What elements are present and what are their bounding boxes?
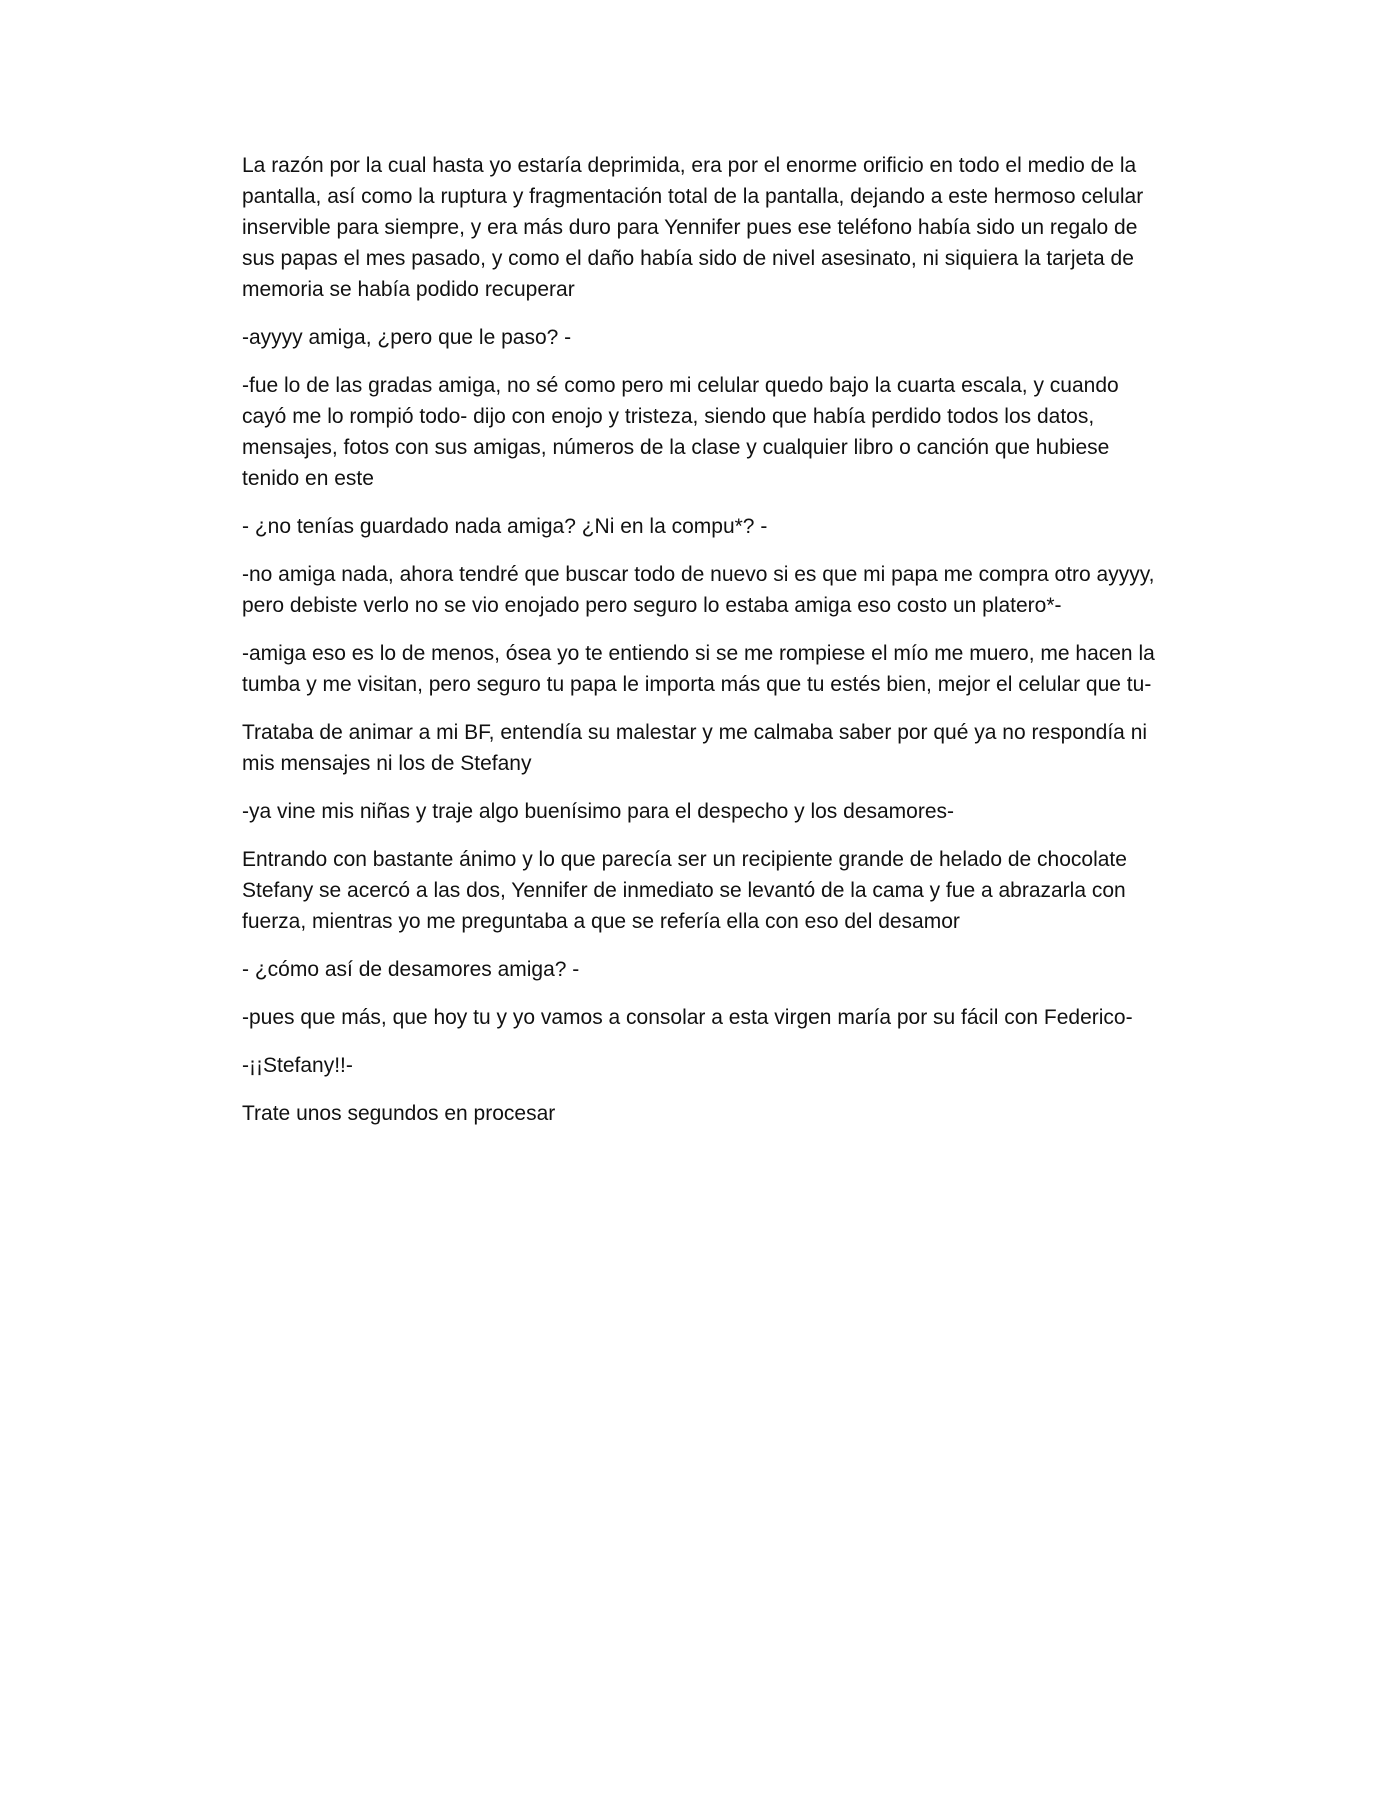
paragraph-11: -pues que más, que hoy tu y yo vamos a consolar a esta virgen maría por su fácil con Federico- [242,1006,1133,1029]
paragraph-1: La razón por la cual hasta yo estaría deprimida, era por el enorme orificio en todo el medio de la pantalla, así como la ruptura y fragmentación total de la pantalla, dejando a este hermoso celular inservible para siempre, y era más duro para Yennifer pues ese teléfono había sido un regalo de sus papas el mes pasado, y como el daño había sido de nivel asesinato, ni siquiera la tarjeta de memoria se había podido recuperar [242,154,1144,301]
paragraph-2: -ayyyy amiga, ¿pero que le paso? - [242,326,572,349]
paragraph-12: -¡¡Stefany!!- [242,1054,353,1077]
paragraph-9: Entrando con bastante ánimo y lo que parecía ser un recipiente grande de helado de chocolate Stefany se acercó a las dos, Yennifer de inmediato se levantó de la cama y fue a abrazarla con fuerza, mientras yo me preguntaba a que se refería ella con eso del desamor [242,848,1127,933]
paragraph-8: -ya vine mis niñas y traje algo buenísimo para el despecho y los desamores- [242,800,955,823]
paragraph-6: -amiga eso es lo de menos, ósea yo te entiendo si se me rompiese el mío me muero, me hacen la tumba y me visitan, pero seguro tu papa le importa más que tu estés bien, mejor el celular que tu- [242,642,1155,696]
document-body [242,150,1162,1146]
paragraph-5: -no amiga nada, ahora tendré que buscar todo de nuevo si es que mi papa me compra otro ayyyy, pero debiste verlo no se vio enojado pero seguro lo estaba amiga eso costo un platero*- [242,563,1155,617]
paragraph-4: - ¿no tenías guardado nada amiga? ¿Ni en la compu*? - [242,515,768,538]
paragraph-10: - ¿cómo así de desamores amiga? - [242,958,580,981]
paragraph-7: Trataba de animar a mi BF, entendía su malestar y me calmaba saber por qué ya no respondía ni mis mensajes ni los de Stefany [242,721,1148,775]
paragraph-13: Trate unos segundos en procesar [242,1102,556,1125]
paragraph-3: -fue lo de las gradas amiga, no sé como pero mi celular quedo bajo la cuarta escala, y cuando cayó me lo rompió todo- dijo con enojo y tristeza, siendo que había perdido todos los datos, mensajes, fotos con sus amigas, números de la clase y cualquier libro o canción que hubiese tenido en este [242,374,1119,490]
